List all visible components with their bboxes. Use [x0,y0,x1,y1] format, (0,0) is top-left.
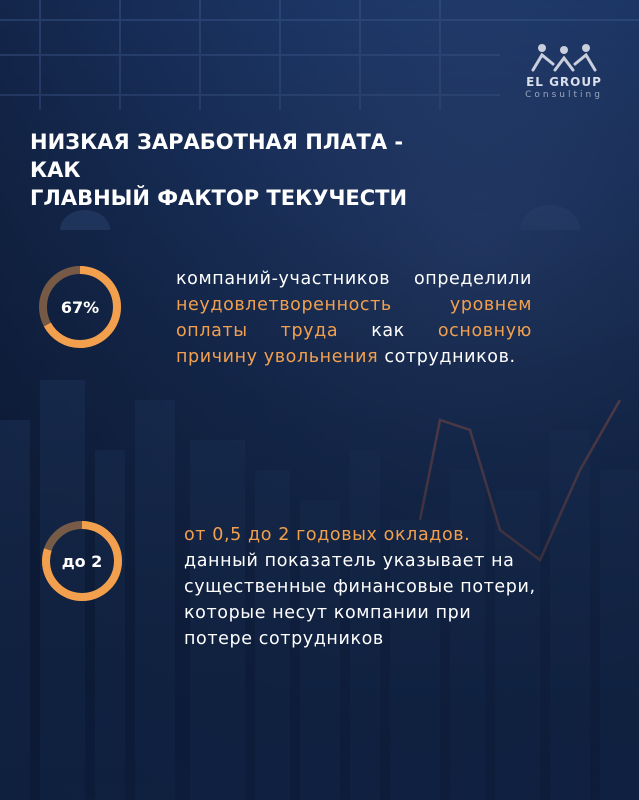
brand-name: EL GROUP [526,75,602,89]
title-line-1: НИЗКАЯ ЗАРАБОТНАЯ ПЛАТА - КАК [30,130,404,182]
stat-1-highlight-2: основную причину увольнения [176,321,532,367]
stat-1-highlight: неудовлетворенность уровнем оплаты труда [176,295,532,341]
stat-ring-1 [37,264,123,350]
stat-1-text-before: компаний-участников определили [176,269,532,289]
stat-description-1 [176,266,532,370]
stat-1-text-after: сотрудников. [384,347,516,367]
stat-2-highlight: от 0,5 до 2 годовых окладов. [184,525,471,545]
stat-description-2 [184,522,544,652]
stat-value-2: до 2 [61,551,103,571]
stat-ring-2 [40,519,124,603]
brand-logo [505,40,625,100]
stat-value-1: 67% [60,297,100,317]
stat-1-text-middle: как [371,321,405,341]
title-line-2: ГЛАВНЫЙ ФАКТОР ТЕКУЧЕСТИ [30,186,408,210]
stat-2-text: данный показатель указывает на существенные финансовые потери, которые несут компании при потере сотрудников [184,551,536,649]
brand-subtitle: Consulting [525,90,603,100]
people-icon [505,40,623,76]
page-title [30,128,450,212]
